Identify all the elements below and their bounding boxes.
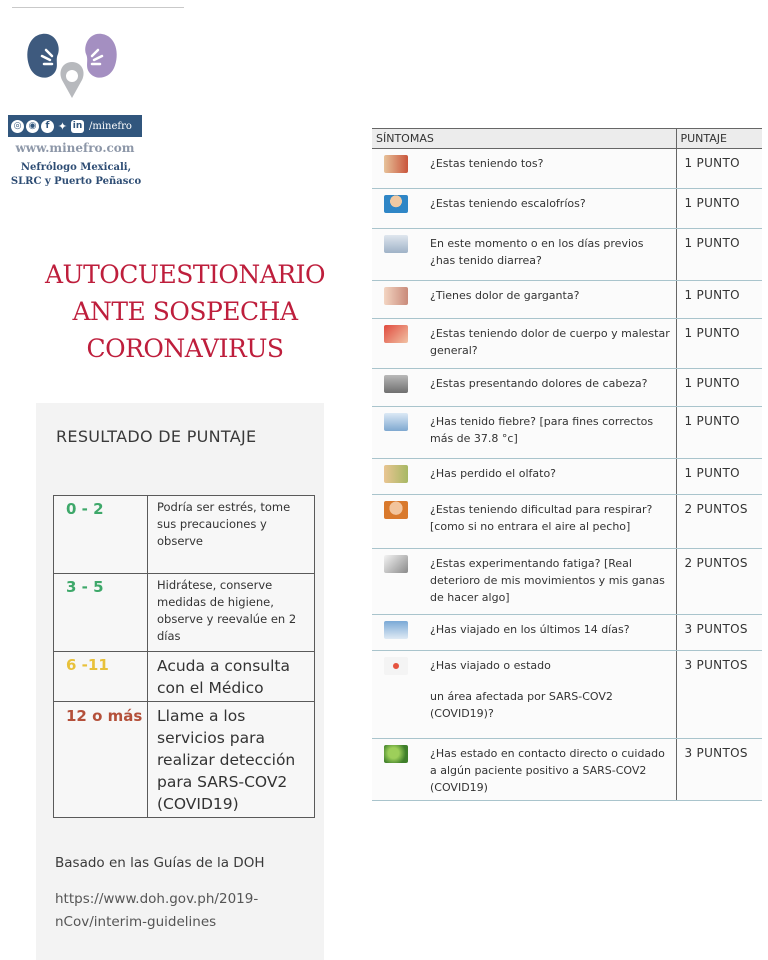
symptom-row: [372, 651, 762, 739]
website-url[interactable]: www.minefro.com: [15, 141, 135, 155]
symptom-question-part-2: un área afectada por SARS-COV2 (COVID19)?: [430, 690, 613, 720]
symptom-points: 1 PUNTO: [676, 149, 762, 189]
social-media-bar: [8, 115, 142, 137]
symptom-question: ¿Estas presentando dolores de cabeza?: [420, 369, 676, 407]
score-advice: Podría ser estrés, tome sus precauciones y observe: [148, 496, 315, 574]
symptom-question: ¿Estas teniendo escalofríos?: [420, 189, 676, 229]
symptom-question-part-1: ¿Has viajado o estado: [430, 659, 551, 672]
symptom-question: ¿Estas experimentando fatiga? [Real deterioro de mis movimientos y mis ganas de hacer algo]: [420, 549, 676, 615]
symptom-points: 3 PUNTOS: [676, 739, 762, 801]
organization-line-1: Nefrólogo Mexicali,: [20, 162, 132, 173]
symptom-points: 2 PUNTOS: [676, 549, 762, 615]
sore-throat-photo-icon: [384, 287, 408, 305]
symptom-row: [372, 281, 762, 319]
fever-photo-icon: [384, 413, 408, 431]
symptom-row: [372, 739, 762, 801]
symptom-row: [372, 319, 762, 369]
symptom-row: [372, 149, 762, 189]
symptom-question: En este momento o en los días previos ¿has tenido diarrea?: [420, 229, 676, 281]
page-title: [12, 256, 358, 367]
source-link-line-2[interactable]: nCov/interim-guidelines: [55, 914, 217, 930]
score-advice: Llame a los servicios para realizar detección para SARS-COV2 (COVID19): [148, 702, 315, 818]
organization-text: [4, 161, 148, 189]
smell-loss-photo-icon: [384, 465, 408, 483]
score-advice: Acuda a consulta con el Médico: [148, 652, 315, 702]
symptom-row: [372, 459, 762, 495]
map-photo-icon: [384, 657, 408, 675]
symptom-question: ¿Estas teniendo dificultad para respirar? [como si no entrara el aire al pecho]: [420, 495, 676, 549]
symptom-row: [372, 189, 762, 229]
points-column-header: PUNTAJE: [676, 129, 762, 149]
symptom-points: 3 PUNTOS: [676, 651, 762, 739]
symptom-points: 3 PUNTOS: [676, 615, 762, 651]
virus-photo-icon: [384, 745, 408, 763]
linkedin-icon[interactable]: in: [72, 120, 83, 131]
symptom-points: 1 PUNTO: [676, 189, 762, 229]
score-range: 12 o más: [54, 702, 148, 818]
title-line-2: ANTE SOSPECHA: [72, 297, 298, 326]
symptom-points: 1 PUNTO: [676, 369, 762, 407]
symptom-points: 1 PUNTO: [676, 407, 762, 459]
social-handle: /minefro: [89, 120, 132, 132]
source-link-line-1[interactable]: https://www.doh.gov.ph/2019-: [55, 891, 259, 907]
organization-line-2: SLRC y Puerto Peñasco: [10, 176, 142, 187]
symptom-points: 2 PUNTOS: [676, 495, 762, 549]
score-range: 3 - 5: [54, 574, 148, 652]
symptom-points: 1 PUNTO: [676, 319, 762, 369]
symptom-row: [372, 549, 762, 615]
top-divider: [12, 7, 184, 8]
symptoms-header-row: [372, 129, 762, 149]
symptom-row: [372, 407, 762, 459]
headache-photo-icon: [384, 375, 408, 393]
facebook-icon[interactable]: f: [41, 120, 54, 133]
symptom-question: ¿Estas teniendo tos?: [420, 149, 676, 189]
score-table: [53, 495, 315, 818]
title-line-3: CORONAVIRUS: [86, 334, 284, 363]
symptom-question: ¿Tienes dolor de garganta?: [420, 281, 676, 319]
results-heading: RESULTADO DE PUNTAJE: [56, 427, 257, 446]
score-row: [54, 702, 315, 818]
kidney-logo-icon: [22, 26, 122, 106]
symptom-row: [372, 369, 762, 407]
source-link[interactable]: [55, 888, 317, 934]
breathing-photo-icon: [384, 501, 408, 519]
symptom-question: ¿Has tenido fiebre? [para fines correctos más de 37.8 °c]: [420, 407, 676, 459]
symptom-question: ¿Has perdido el olfato?: [420, 459, 676, 495]
fatigue-photo-icon: [384, 555, 408, 573]
symptom-row: [372, 615, 762, 651]
symptom-question: ¿Estas teniendo dolor de cuerpo y malestar general?: [420, 319, 676, 369]
symptom-points: 1 PUNTO: [676, 459, 762, 495]
score-range: 6 -11: [54, 652, 148, 702]
symptom-points: 1 PUNTO: [676, 229, 762, 281]
symptoms-table: [372, 128, 762, 801]
source-note: Basado en las Guías de la DOH: [55, 855, 265, 871]
diarrhea-photo-icon: [384, 235, 408, 253]
symptom-question: ¿Has estado en contacto directo o cuidado a algún paciente positivo a SARS-COV2 (COVID19): [420, 739, 676, 801]
chills-photo-icon: [384, 195, 408, 213]
symptom-question: [420, 651, 676, 739]
cough-photo-icon: [384, 155, 408, 173]
title-line-1: AUTOCUESTIONARIO: [44, 260, 326, 289]
score-row: [54, 574, 315, 652]
symptoms-column-header: SÍNTOMAS: [372, 129, 676, 149]
body-ache-photo-icon: [384, 325, 408, 343]
symptom-question: ¿Has viajado en los últimos 14 días?: [420, 615, 676, 651]
symptom-row: [372, 495, 762, 549]
instagram-icon[interactable]: ◉: [26, 120, 39, 133]
symptom-points: 1 PUNTO: [676, 281, 762, 319]
twitter-icon[interactable]: ✦: [57, 119, 68, 133]
score-advice: Hidrátese, conserve medidas de higiene, observe y reevalúe en 2 días: [148, 574, 315, 652]
score-row: [54, 652, 315, 702]
score-row: [54, 496, 315, 574]
airplane-photo-icon: [384, 621, 408, 639]
score-range: 0 - 2: [54, 496, 148, 574]
symptom-row: [372, 229, 762, 281]
facebook-messenger-icon[interactable]: ◎: [11, 120, 24, 133]
